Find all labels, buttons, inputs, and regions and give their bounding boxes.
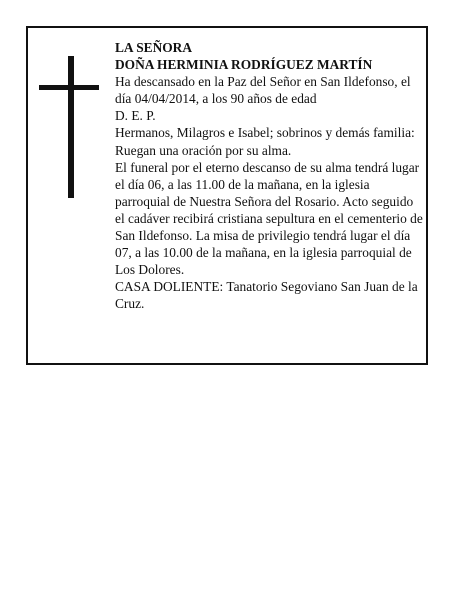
casa-doliente-text: CASA DOLIENTE: Tanatorio Segoviano San Juan de la Cruz. bbox=[115, 279, 418, 312]
cross-horizontal-bar bbox=[39, 85, 99, 90]
funeral-text: El funeral por el eterno descanso de su alma tendrá lugar el día 06, a las 11.00 de la mañana, en la iglesia parroquial de Nuestra Señora del Rosario. Acto seguido el cadáver recibirá cristiana sepultura en el cementerio de San Ildefonso. La misa de privilegio tendrá lugar el día 07, a las 10.00 de la mañana, en la iglesia parroquial de Los Dolores. bbox=[115, 159, 423, 278]
dep-text: D. E. P. bbox=[115, 108, 156, 124]
deceased-name: DOÑA HERMINIA RODRÍGUEZ MARTÍN bbox=[115, 57, 373, 73]
obituary-notice bbox=[26, 26, 428, 365]
death-info: Ha descansado en la Paz del Señor en San Ildefonso, el día 04/04/2014, a los 90 años de edad bbox=[115, 74, 411, 107]
notice-content bbox=[115, 39, 423, 313]
notice-title-line1: LA SEÑORA bbox=[115, 40, 193, 55]
family-text: Hermanos, Milagros e Isabel; sobrinos y demás familia: Ruegan una oración por su alma. bbox=[115, 125, 415, 158]
cross-vertical-bar bbox=[68, 56, 74, 198]
